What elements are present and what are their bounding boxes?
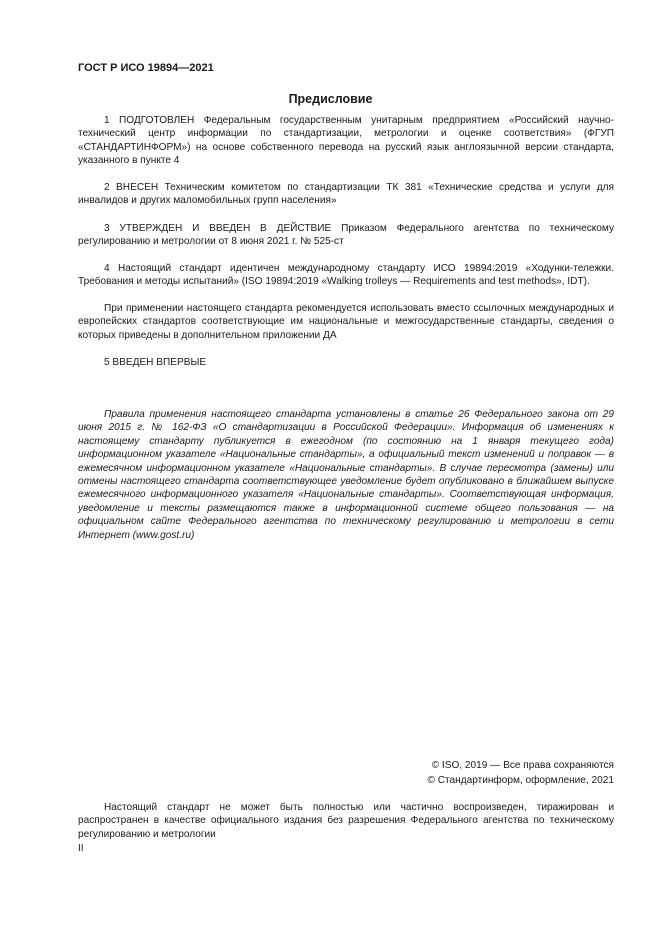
foreword-item-1 [78, 114, 614, 168]
foreword-item-3 [78, 222, 614, 249]
foreword-item-4-note [78, 302, 614, 342]
foreword-item-4-text: 4 Настоящий стандарт идентичен международному стандарту ИСО 19894:2019 «Ходунки-тележки. Требования и методы испытаний» (ISO 19894:2019 «Walking trolleys — Requirements and test methods», IDT). [78, 263, 614, 288]
copyright-iso: © ISO, 2019 — Все права сохраняются [431, 760, 614, 771]
rules-notice-text: Правила применения настоящего стандарта установлены в статье 26 Федерального закона от 29 июня 2015 г. № 162-ФЗ «О стандартизации в Российской Федерации». Информация об изменениях к настоящему стандарту публикуется в ежегодном (по состоянию на 1 января текущего года) информационном указателе «Национальные стандарты», а официальный текст изменений и поправок — в ежемесячном информационном указателе «Национальные стандарты». В случае пересмотра (замены) или отмены настоящего стандарта соответствующее уведомление будет опубликовано в ближайшем выпуске ежемесячного информационного указателя «Национальные стандарты». Соответствующая информация, уведомление и тексты размещаются также в информационной системе общего пользования — на официальном сайте Федерального агентства по техническому регулированию и метрологии в сети Интернет (www.gost.ru) [78, 409, 614, 541]
foreword-item-5-text: 5 ВВЕДЕН ВПЕРВЫЕ [104, 357, 207, 368]
foreword-item-2 [78, 181, 614, 208]
foreword-item-5 [78, 356, 614, 369]
reproduction-notice [78, 801, 614, 841]
page-number: II [78, 843, 84, 854]
foreword-title: Предисловие [288, 92, 373, 106]
reproduction-notice-text: Настоящий стандарт не может быть полностью или частично воспроизведен, тиражирован и распространен в качестве официального издания без разрешения Федерального агентства по техническому регулированию и метрологии [78, 802, 614, 840]
foreword-item-4 [78, 262, 614, 289]
foreword-item-4-note-text: При применении настоящего стандарта рекомендуется использовать вместо ссылочных международных и европейских стандартов соответствующие им национальные и межгосударственные стандарты, сведения о которых приведены в дополнительном приложении ДА [78, 303, 614, 341]
standard-id-header: ГОСТ Р ИСО 19894—2021 [78, 62, 214, 74]
rules-notice [78, 408, 614, 542]
foreword-item-2-text: 2 ВНЕСЕН Техническим комитетом по стандартизации ТК 381 «Технические средства и услуги для инвалидов и других маломобильных групп населения» [78, 182, 614, 207]
foreword-item-3-text: 3 УТВЕРЖДЕН И ВВЕДЕН В ДЕЙСТВИЕ Приказом Федерального агентства по техническому регулированию и метрологии от 8 июня 2021 г. № 525-ст [78, 223, 614, 248]
foreword-item-1-text: 1 ПОДГОТОВЛЕН Федеральным государственным унитарным предприятием «Российский научно-технический центр информации по стандартизации, метрологии и оценке соответствия» (ФГУП «СТАНДАРТИНФОРМ») на основе собственного перевода на русский язык англоязычной версии стандарта, указанного в пункте 4 [78, 115, 614, 167]
copyright-standartinform: © Стандартинформ, оформление, 2021 [427, 775, 614, 786]
